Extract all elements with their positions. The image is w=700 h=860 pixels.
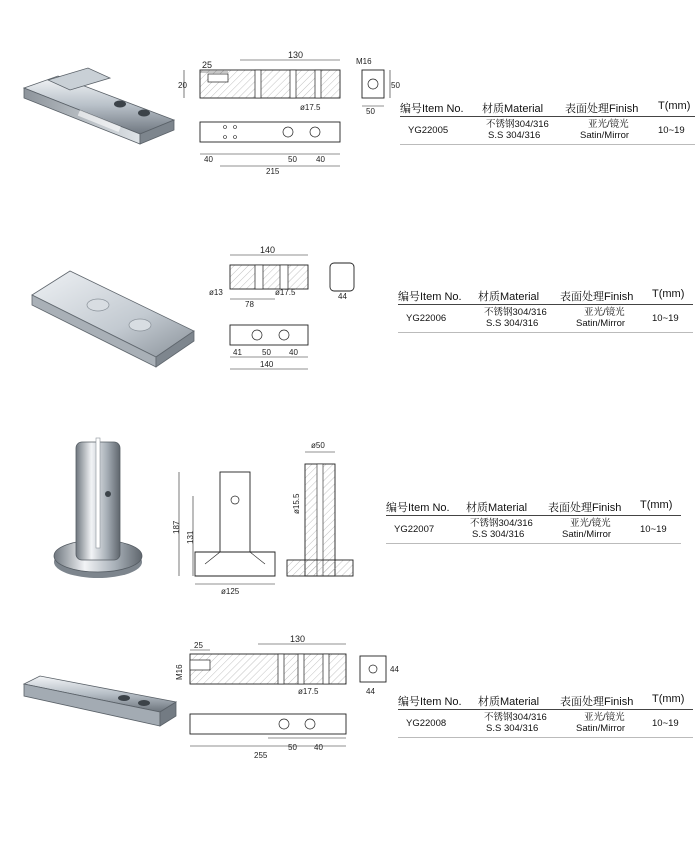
header-finish: 表面处理Finish [548, 502, 622, 514]
dim-text: 40 [316, 155, 325, 164]
material-cn: 不锈钢304/316 [470, 518, 533, 529]
dim-text: 50 [288, 155, 297, 164]
header-thickness: T(mm) [640, 499, 673, 511]
dim-text: 40 [289, 348, 298, 357]
finish-en: Satin/Mirror [580, 130, 630, 141]
dim-text: M16 [356, 57, 372, 66]
product-photo-yg22008 [20, 670, 180, 735]
material-cn: 不锈钢304/316 [484, 307, 547, 318]
finish-cn: 亚光/镜光 [570, 518, 611, 529]
header-item-no: 编号Item No. [386, 502, 450, 514]
header-divider [398, 304, 693, 305]
header-material: 材质Material [478, 291, 540, 303]
item-no: YG22008 [406, 718, 447, 729]
material-en: S.S 304/316 [486, 318, 539, 329]
dim-text: 20 [178, 81, 187, 90]
header-finish: 表面处理Finish [560, 696, 634, 708]
thickness: 10~19 [652, 313, 679, 324]
product-photo-yg22005 [18, 68, 178, 153]
dim-text: 78 [245, 300, 254, 309]
dim-text: 25 [202, 60, 213, 70]
header-item-no: 编号Item No. [398, 696, 462, 708]
finish-cn: 亚光/镜光 [584, 712, 625, 723]
header-divider [386, 515, 681, 516]
dim-text: 255 [254, 751, 268, 760]
spec-header [398, 693, 698, 709]
header-item-no: 编号Item No. [400, 103, 464, 115]
finish-en: Satin/Mirror [576, 318, 626, 329]
dim-text: ø13 [209, 288, 223, 297]
row-divider [386, 543, 681, 544]
dim-text: 50 [262, 348, 271, 357]
header-divider [398, 709, 693, 710]
item-no: YG22006 [406, 313, 447, 324]
dim-text: 187 [172, 520, 181, 534]
dim-text: ø125 [221, 587, 240, 596]
header-material: 材质Material [466, 502, 528, 514]
product-yg22006 [0, 230, 700, 390]
item-no: YG22007 [394, 524, 435, 535]
dim-text: ø17.5 [275, 288, 296, 297]
product-yg22007 [0, 420, 700, 600]
product-photo-yg22006 [28, 265, 198, 370]
material-cn: 不锈钢304/316 [484, 712, 547, 723]
dim-text: 50 [288, 743, 297, 752]
product-photo-yg22007 [48, 432, 148, 592]
spec-header [400, 100, 700, 116]
item-no: YG22005 [408, 125, 449, 136]
dim-text: ø17.5 [298, 687, 319, 696]
dim-text: 44 [338, 292, 347, 301]
dim-text: 50 [366, 107, 375, 116]
header-thickness: T(mm) [652, 288, 685, 300]
header-divider [400, 116, 695, 117]
header-material: 材质Material [478, 696, 540, 708]
technical-drawing-yg22008 [168, 634, 400, 764]
dim-text: M16 [175, 664, 184, 680]
dim-text: 130 [288, 50, 304, 60]
header-item-no: 编号Item No. [398, 291, 462, 303]
finish-cn: 亚光/镜光 [588, 119, 629, 130]
dim-text: ø50 [311, 441, 325, 450]
thickness: 10~19 [652, 718, 679, 729]
technical-drawing-yg22005 [178, 50, 400, 176]
header-material: 材质Material [482, 103, 544, 115]
dim-text: ø15.5 [292, 493, 301, 514]
dim-text: 40 [204, 155, 213, 164]
header-thickness: T(mm) [652, 693, 685, 705]
dim-text: 40 [314, 743, 323, 752]
row-divider [400, 144, 695, 145]
product-yg22005 [0, 0, 700, 200]
finish-en: Satin/Mirror [562, 529, 612, 540]
row-divider [398, 332, 693, 333]
finish-cn: 亚光/镜光 [584, 307, 625, 318]
header-thickness: T(mm) [658, 100, 691, 112]
technical-drawing-yg22007 [165, 434, 365, 599]
technical-drawing-yg22006 [205, 245, 365, 375]
dim-text: 215 [266, 167, 280, 176]
dim-text: 41 [233, 348, 242, 357]
spec-header [398, 288, 698, 304]
header-finish: 表面处理Finish [560, 291, 634, 303]
dim-text: 131 [186, 530, 195, 544]
material-en: S.S 304/316 [488, 130, 541, 141]
dim-text: 140 [260, 360, 274, 369]
dim-text: 130 [290, 634, 306, 644]
thickness: 10~19 [658, 125, 685, 136]
spec-header [386, 499, 686, 515]
row-divider [398, 737, 693, 738]
header-finish: 表面处理Finish [565, 103, 639, 115]
finish-en: Satin/Mirror [576, 723, 626, 734]
dim-text: 25 [194, 641, 203, 650]
thickness: 10~19 [640, 524, 667, 535]
dim-text: 50 [391, 81, 400, 90]
material-en: S.S 304/316 [472, 529, 525, 540]
material-en: S.S 304/316 [486, 723, 539, 734]
product-yg22008 [0, 630, 700, 780]
dim-text: ø17.5 [300, 103, 321, 112]
dim-text: 140 [260, 245, 276, 255]
material-cn: 不锈钢304/316 [486, 119, 549, 130]
dim-text: 44 [366, 687, 375, 696]
dim-text: 44 [390, 665, 399, 674]
